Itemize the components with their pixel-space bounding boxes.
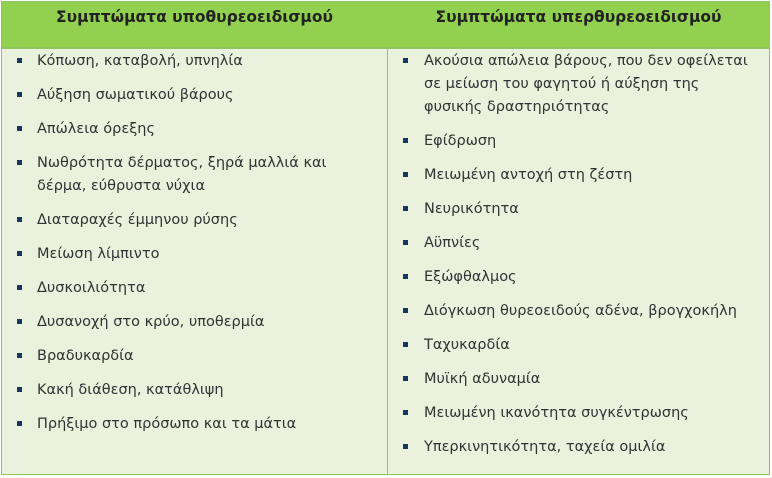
list-item: Νευρικότητα [389,198,769,221]
list-item: Διόγκωση θυρεοειδούς αδένα, βρογχοκήλη [389,300,769,323]
list-item: Εξώφθαλμος [389,266,769,289]
list-item: Κακή διάθεση, κατάθλιψη [2,379,386,402]
list-item: Νωθρότητα δέρματος, ξηρά μαλλιά και δέρμα, εύθρυστα νύχια [2,152,386,198]
header-hyperthyroidism: Συμπτώματα υπερθυρεοειδισμού [435,8,722,26]
square-bullet-icon [403,376,408,381]
square-bullet-icon [403,308,408,313]
list-item: Δυσανοχή στο κρύο, υποθερμία [2,311,386,334]
square-bullet-icon [17,58,22,63]
hypothyroidism-list [2,50,386,447]
square-bullet-icon [403,240,408,245]
hyperthyroidism-list [389,50,769,470]
list-item: Ταχυκαρδία [389,334,769,357]
list-item: Υπερκινητικότητα, ταχεία ομιλία [389,436,769,459]
square-bullet-icon [403,342,408,347]
square-bullet-icon [17,92,22,97]
list-item: Απώλεια όρεξης [2,118,386,141]
square-bullet-icon [403,206,408,211]
list-item: Αύξηση σωματικού βάρους [2,84,386,107]
square-bullet-icon [17,217,22,222]
list-item: Βραδυκαρδία [2,345,386,368]
list-item: Μειωμένη αντοχή στη ζέστη [389,164,769,187]
column-divider [387,47,388,474]
table-header [2,2,769,49]
square-bullet-icon [17,285,22,290]
list-item: Διαταραχές έμμηνου ρύσης [2,209,386,232]
list-item: Μειωμένη ικανότητα συγκέντρωσης [389,402,769,425]
square-bullet-icon [17,160,22,165]
square-bullet-icon [17,421,22,426]
symptoms-table [1,1,770,475]
square-bullet-icon [403,444,408,449]
list-item: Ακούσια απώλεια βάρους, που δεν οφείλεται σε μείωση του φαγητού ή αύξηση της φυσικής δραστηριότητας [389,50,769,119]
square-bullet-icon [17,387,22,392]
list-item: Αϋπνίες [389,232,769,255]
square-bullet-icon [17,319,22,324]
list-item: Πρήξιμο στο πρόσωπο και τα μάτια [2,413,386,436]
list-item: Εφίδρωση [389,130,769,153]
square-bullet-icon [17,126,22,131]
square-bullet-icon [403,410,408,415]
square-bullet-icon [17,251,22,256]
square-bullet-icon [403,172,408,177]
square-bullet-icon [403,138,408,143]
list-item: Δυσκοιλιότητα [2,277,386,300]
square-bullet-icon [403,274,408,279]
list-item: Μυϊκή αδυναμία [389,368,769,391]
square-bullet-icon [17,353,22,358]
list-item: Κόπωση, καταβολή, υπνηλία [2,50,386,73]
list-item: Μείωση λίμπιντο [2,243,386,266]
square-bullet-icon [403,58,408,63]
header-hypothyroidism: Συμπτώματα υποθυρεοειδισμού [56,8,333,26]
